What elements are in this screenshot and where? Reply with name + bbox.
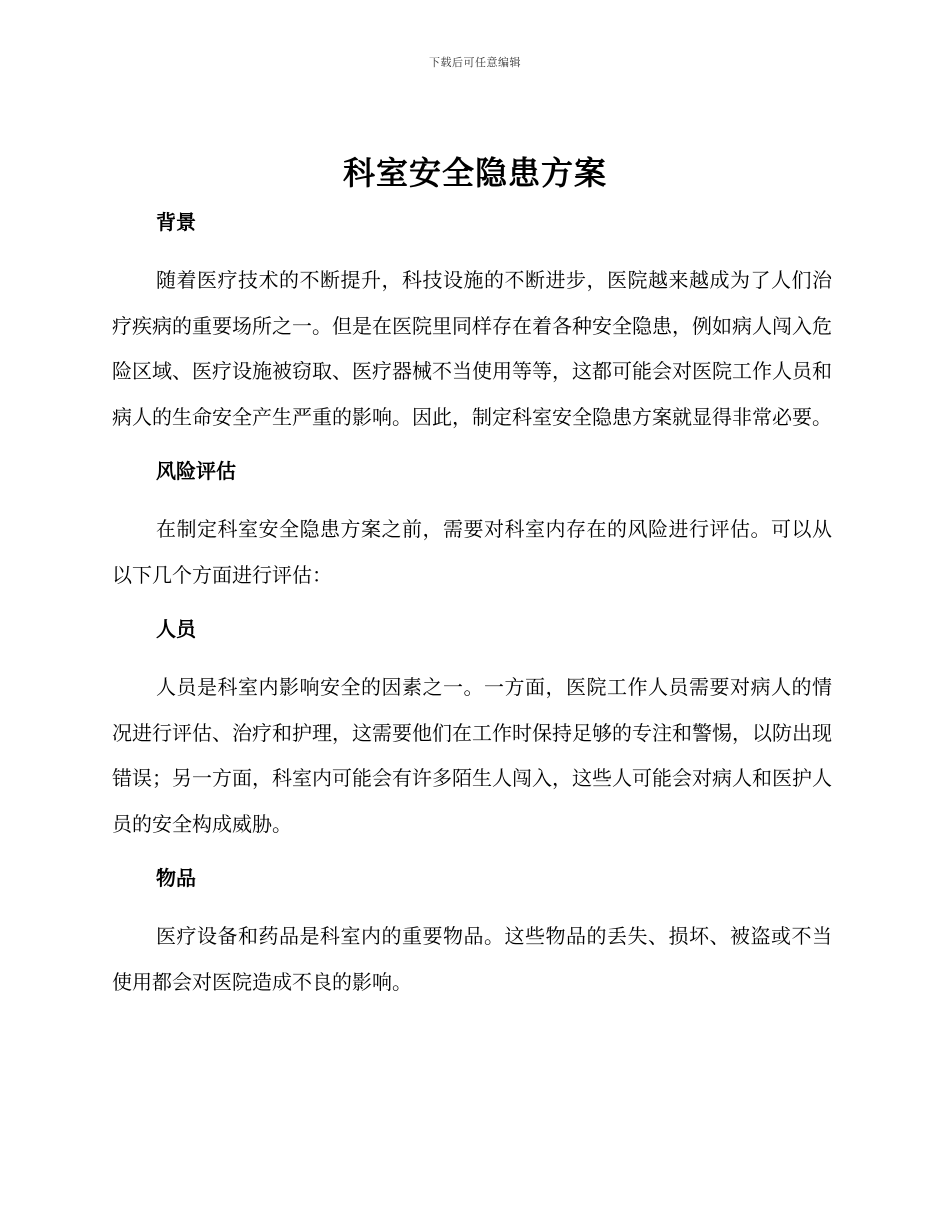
section-heading-background: 背景 xyxy=(156,210,196,234)
section-heading-risk-assessment: 风险评估 xyxy=(156,459,236,483)
section-paragraph-personnel: 人员是科室内影响安全的因素之一。一方面，医院工作人员需要对病人的情况进行评估、治疗和护理，这需要他们在工作时保持足够的专注和警惕，以防出现错误；另一方面，科室内可能会有许多陌生人闯入，这些人可能会对病人和医护人员的安全构成威胁。 xyxy=(112,675,832,836)
section-paragraph-risk-assessment: 在制定科室安全隐患方案之前，需要对科室内存在的风险进行评估。可以从以下几个方面进行评估： xyxy=(112,517,832,587)
document-title: 科室安全隐患方案 xyxy=(342,154,607,192)
header-note: 下载后可任意编辑 xyxy=(429,56,521,69)
section-paragraph-background: 随着医疗技术的不断提升，科技设施的不断进步，医院越来越成为了人们治疗疾病的重要场所之一。但是在医院里同样存在着各种安全隐患，例如病人闯入危险区域、医疗设施被窃取、医疗器械不当使用等等，这都可能会对医院工作人员和病人的生命安全产生严重的影响。因此，制定科室安全隐患方案就显得非常必要。 xyxy=(112,268,832,429)
section-paragraph-items: 医疗设备和药品是科室内的重要物品。这些物品的丢失、损坏、被盗或不当使用都会对医院造成不良的影响。 xyxy=(112,924,832,994)
section-heading-personnel: 人员 xyxy=(156,617,196,641)
document-body xyxy=(112,202,832,1005)
section-heading-items: 物品 xyxy=(156,866,196,890)
